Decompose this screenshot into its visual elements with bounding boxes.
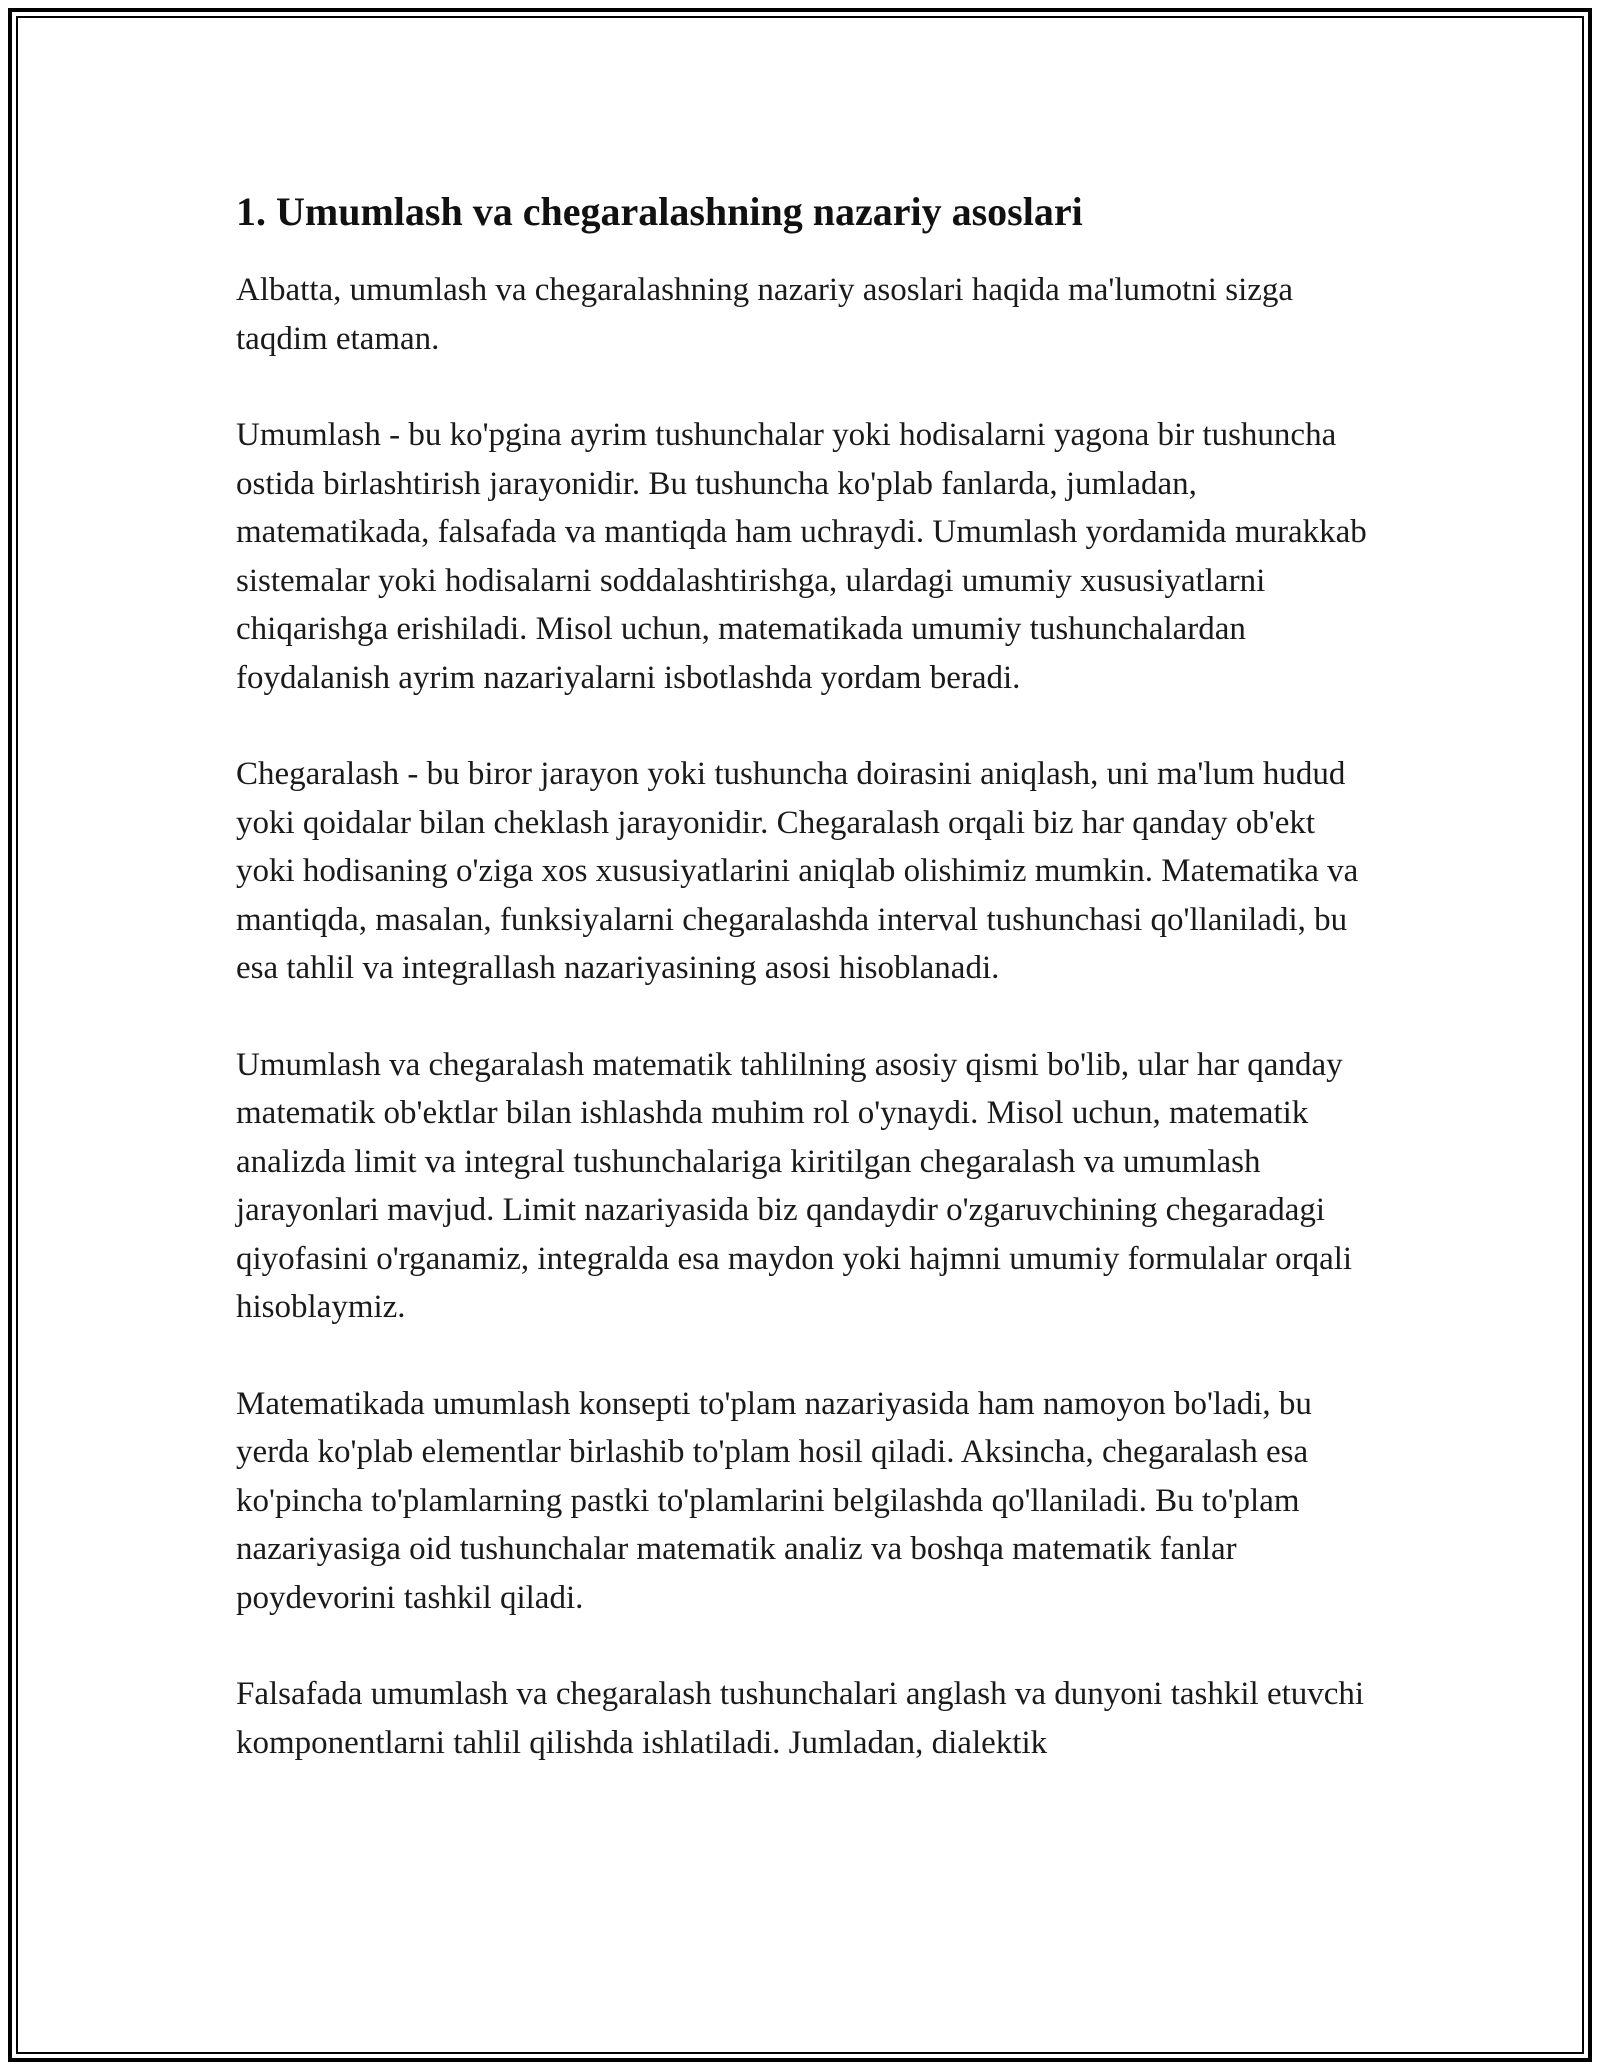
- paragraph-intro: Albatta, umumlash va chegaralashning nazariy asoslari haqida ma'lumotni sizga taqdim etaman.: [236, 272, 1294, 357]
- document-title: 1. Umumlash va chegaralashning nazariy asoslari: [236, 189, 1083, 234]
- paragraph-umumlash: Umumlash - bu ko'pgina ayrim tushunchalar yoki hodisalarni yagona bir tushuncha ostida birlashtirish jarayonidir. Bu tushuncha ko'plab fanlarda, jumladan, matematikada, falsafada va mantiqda ham uchraydi. Umumlash yordamida murakkab sistemalar yoki hodisalarni soddalashtirishga, ulardagi umumiy xususiyatlarni chiqarishga erishiladi. Misol uchun, matematikada umumiy tushunchalardan foydalanish ayrim nazariyalarni isbotlashda yordam beradi.: [236, 417, 1367, 696]
- paragraph-toplam-nazariyasi: Matematikada umumlash konsepti to'plam nazariyasida ham namoyon bo'ladi, bu yerda ko'plab elementlar birlashib to'plam hosil qiladi. Aksincha, chegaralash esa ko'pincha to'plamlarning pastki to'plamlarini belgilashda qo'llaniladi. Bu to'plam nazariyasiga oid tushunchalar matematik analiz va boshqa matematik fanlar poydevorini tashkil qiladi.: [236, 1385, 1312, 1616]
- paragraph-falsafa: Falsafada umumlash va chegaralash tushunchalari anglash va dunyoni tashkil etuvchi komponentlarni tahlil qilishda ishlatiladi. Jumladan, dialektik: [236, 1676, 1365, 1761]
- paragraph-chegaralash: Chegaralash - bu biror jarayon yoki tushuncha doirasini aniqlash, uni ma'lum hudud yoki qoidalar bilan cheklash jarayonidir. Chegaralash orqali biz har qanday ob'ekt yoki hodisaning o'ziga xos xususiyatlarini aniqlab olishimiz mumkin. Matematika va mantiqda, masalan, funksiyalarni chegaralashda interval tushunchasi qo'llaniladi, bu esa tahlil va integrallash nazariyasining asosi hisoblanadi.: [236, 756, 1359, 986]
- document-body: [236, 186, 1376, 1815]
- paragraph-matematik-tahlil: Umumlash va chegaralash matematik tahlilning asosiy qismi bo'lib, ular har qanday matematik ob'ektlar bilan ishlashda muhim rol o'ynaydi. Misol uchun, matematik analizda limit va integral tushunchalariga kiritilgan chegaralash va umumlash jarayonlari mavjud. Limit nazariyasida biz qandaydir o'zgaruvchining chegaradagi qiyofasini o'rganamiz, integralda esa maydon yoki hajmni umumiy formulalar orqali hisoblaymiz.: [236, 1046, 1353, 1325]
